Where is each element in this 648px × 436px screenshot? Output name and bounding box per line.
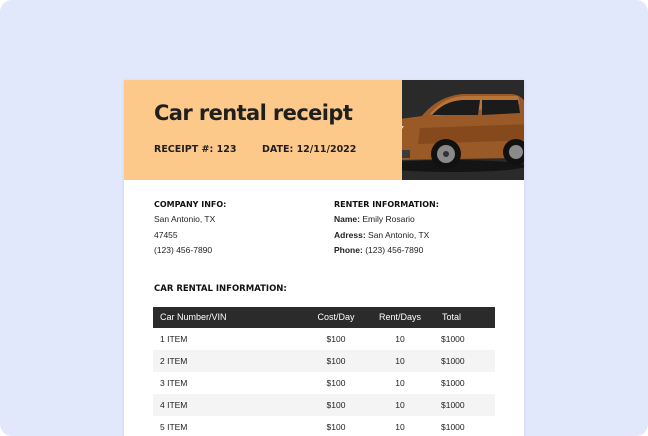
cell-cost-per-day: $100 [326,334,346,344]
car-image [402,82,524,178]
renter-phone-line [334,245,439,261]
table-row [153,350,495,372]
car-photo [402,80,524,180]
cell-total: $1000 [441,400,465,410]
cell-vin: 3 ITEM [160,378,188,388]
renter-info-heading: RENTER INFORMATION: [334,200,439,209]
cell-cost-per-day: $100 [326,422,346,432]
column-header-vin: Car Number/VIN [160,312,227,322]
renter-name-line [334,214,439,230]
table-body [153,328,495,436]
receipt-document [124,80,524,436]
receipt-date: DATE: 12/11/2022 [262,144,357,155]
company-info [154,200,226,261]
company-phone: (123) 456-7890 [154,245,213,255]
cell-total: $1000 [441,378,465,388]
table-row [153,328,495,350]
column-header-cost-per-day: Cost/Day [317,312,355,322]
cell-vin: 1 ITEM [160,334,188,344]
table-row [153,372,495,394]
company-zip: 47455 [154,229,178,240]
cell-total: $1000 [441,422,465,432]
rental-info-heading: CAR RENTAL INFORMATION: [154,284,287,294]
renter-address: San Antonio, TX [368,229,430,240]
cell-cost-per-day: $100 [326,378,346,388]
receipt-title: Car rental receipt [154,101,353,125]
cell-rent-days: 10 [395,378,405,388]
column-header-total: Total [442,312,462,322]
cell-cost-per-day: $100 [326,400,346,410]
cell-vin: 4 ITEM [160,400,188,410]
table-row [153,394,495,416]
cell-rent-days: 10 [395,422,405,432]
column-header-rent-days: Rent/Days [378,312,422,322]
table-row [153,416,495,436]
renter-phone: (123) 456-7890 [365,245,424,255]
company-info-heading: COMPANY INFO: [154,200,227,209]
receipt-number: RECEIPT #: 123 [154,144,237,155]
renter-name: Emily Rosario [362,214,415,224]
rental-table [153,307,495,436]
company-address: San Antonio, TX [154,214,216,224]
cell-vin: 5 ITEM [160,422,188,432]
cell-vin: 2 ITEM [160,356,188,366]
renter-address-label: Adress: [334,229,366,240]
cell-rent-days: 10 [395,334,405,344]
renter-phone-label: Phone: [334,245,363,255]
renter-address-line [334,230,439,246]
cell-total: $1000 [441,334,465,344]
cell-rent-days: 10 [395,400,405,410]
renter-info [334,200,439,261]
header-accent-panel [124,80,402,180]
renter-name-label: Name: [334,214,360,224]
cell-total: $1000 [441,356,465,366]
table-header [153,307,495,328]
cell-rent-days: 10 [395,356,405,366]
receipt-header [124,80,524,180]
cell-cost-per-day: $100 [326,356,346,366]
